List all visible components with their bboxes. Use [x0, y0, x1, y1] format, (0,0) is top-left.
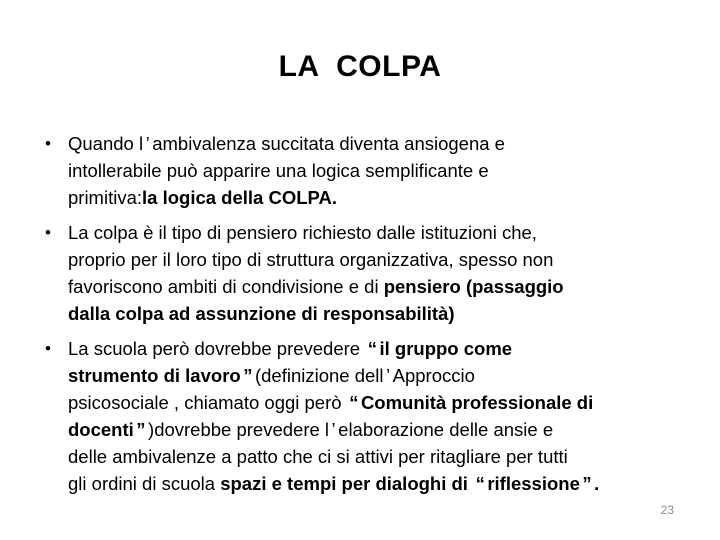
text-segment: La colpa è il tipo di pensiero richiesto dalle istituzioni che, [68, 222, 537, 243]
quote-glyph: “ [367, 338, 377, 359]
text-segment-bold: “ Comunità professionale di [349, 392, 594, 413]
bullet-marker: • [45, 134, 51, 153]
text-segment: intollerabile può apparire una logica semplificante e [68, 160, 489, 181]
bullet-line [68, 246, 708, 273]
text-segment-bold: spazi e tempi per dialoghi di “ riflessione ” . [220, 473, 600, 494]
text-segment: psicosociale , chiamato oggi però [68, 392, 347, 413]
bullet-text [68, 219, 708, 327]
bullet-line [68, 157, 708, 184]
text-segment: )dovrebbe prevedere l ’ elaborazione delle ansie e [148, 419, 554, 440]
bullet-line [68, 443, 708, 470]
bullet-line [68, 300, 708, 327]
text-segment-bold: la logica della COLPA. [142, 187, 337, 208]
text-segment-bold: dalla colpa ad assunzione di responsabilità) [68, 303, 455, 324]
bullet-item [40, 219, 708, 327]
bullet-list [40, 130, 708, 505]
bullet-line [68, 389, 708, 416]
bullet-text [68, 130, 708, 211]
text-segment-bold: docenti ” [68, 419, 146, 440]
slide-title: LA COLPA [278, 50, 442, 83]
bullet-marker: • [45, 339, 51, 358]
bullet-line [68, 362, 708, 389]
bullet-item [40, 335, 708, 497]
text-segment: favoriscono ambiti di condivisione e di [68, 276, 384, 297]
bullet-line [68, 130, 708, 157]
quote-glyph: ’ [145, 133, 150, 154]
text-segment-bold: pensiero (passaggio [383, 276, 564, 297]
text-segment: proprio per il loro tipo di struttura organizzativa, spesso non [68, 249, 554, 270]
bullet-line [68, 273, 708, 300]
quote-glyph: ’ [331, 419, 336, 440]
text-segment: La scuola però dovrebbe prevedere [68, 338, 366, 359]
bullet-text [68, 335, 708, 497]
text-segment-bold: strumento di lavoro ” [68, 365, 253, 386]
text-segment: Quando l ’ ambivalenza succitata diventa ansiogena e [68, 133, 505, 154]
bullet-line [68, 184, 708, 211]
quote-glyph: ” [243, 365, 253, 386]
page-number: 23 [660, 503, 674, 517]
quote-glyph: ” [582, 473, 592, 494]
text-segment-bold: “ il gruppo come [367, 338, 513, 359]
quote-glyph: “ [475, 473, 485, 494]
bullet-line [68, 219, 708, 246]
bullet-marker: • [45, 223, 51, 242]
bullet-line [68, 335, 708, 362]
text-segment: gli ordini di scuola [68, 473, 221, 494]
text-segment: (definizione dell ’ Approccio [254, 365, 475, 386]
quote-glyph: ’ [386, 365, 391, 386]
bullet-item [40, 130, 708, 211]
quote-glyph: “ [349, 392, 359, 413]
quote-glyph: ” [136, 419, 146, 440]
text-segment: primitiva: [68, 187, 143, 208]
text-segment: delle ambivalenze a patto che ci si attivi per ritagliare per tutti [68, 446, 568, 467]
bullet-line [68, 470, 708, 497]
bullet-line [68, 416, 708, 443]
